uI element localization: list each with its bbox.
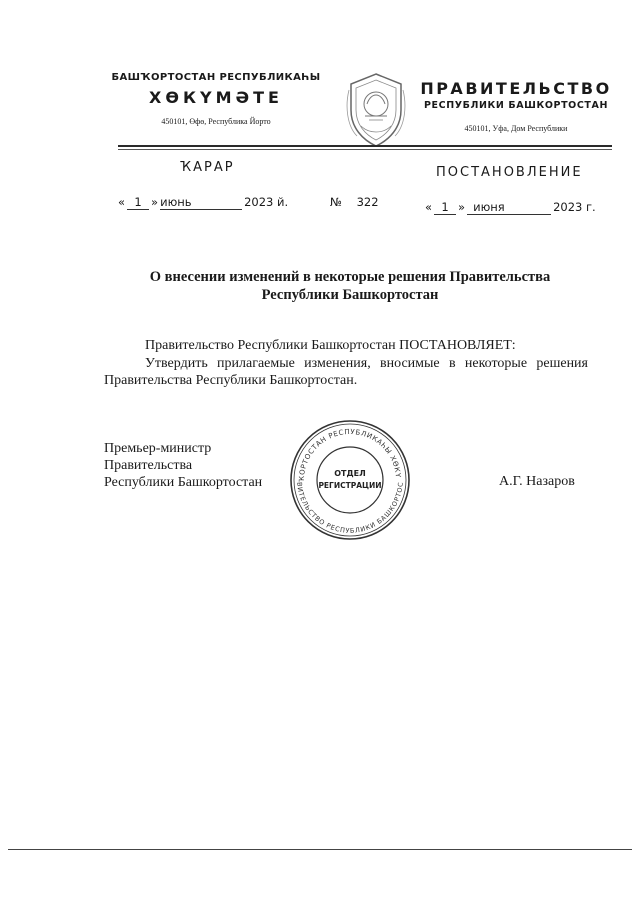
- date-left-close-quote: »: [151, 195, 159, 209]
- header-left-title-line1: БАШҠОРТОСТАН РЕСПУБЛИКАҺЫ: [111, 72, 321, 83]
- signature-position-line1: Премьер-министр: [104, 441, 212, 456]
- signature-position-line3: Республики Башкортостан: [104, 475, 263, 490]
- stamp-inner-line2: РЕГИСТРАЦИИ: [318, 481, 382, 490]
- registration-stamp: [288, 418, 412, 542]
- document-title-line2: Республики Башкортостан: [261, 287, 439, 303]
- signature-position: [104, 440, 262, 491]
- header-left-address: 450101, Өфө, Республика Йорто: [161, 117, 271, 126]
- page-bottom-rule: [8, 849, 632, 850]
- header-right-title-line2: РЕСПУБЛИКИ БАШКОРТОСТАН: [423, 100, 609, 111]
- header-right-address: 450101, Уфа, Дом Республики: [464, 124, 568, 133]
- header-left-title-line2: ХӨКҮМӘТЕ: [149, 88, 283, 107]
- date-left-open-quote: «: [118, 195, 126, 209]
- date-right-day: 1: [434, 201, 456, 215]
- date-right-close-quote: »: [458, 200, 466, 214]
- body-paragraph: Утвердить прилагаемые изменения, вносимые в некоторые решения Правительства Республики Башкортостан.: [104, 356, 588, 388]
- stamp-inner-line1: ОТДЕЛ: [334, 469, 366, 478]
- header-divider: [118, 145, 612, 147]
- header-divider-thin: [118, 149, 612, 150]
- document-title: [100, 268, 600, 304]
- signature-position-line2: Правительства: [104, 458, 193, 473]
- document-number: [330, 195, 379, 209]
- date-right-month: июня: [467, 201, 551, 215]
- date-right: [425, 200, 596, 215]
- date-left-year: 2023 й.: [244, 195, 289, 209]
- doc-type-russian: ПОСТАНОВЛЕНИЕ: [436, 165, 583, 180]
- date-right-year: 2023 г.: [553, 200, 596, 214]
- stamp-outer-text-bottom: ВИТЕЛЬСТВО РЕСПУБЛИКИ БАШКОРТОС: [295, 481, 405, 535]
- date-left-month: июнь: [160, 196, 242, 210]
- document-number-prefix: №: [330, 195, 342, 209]
- header-right-title-line1: ПРАВИТЕЛЬСТВО: [420, 79, 612, 98]
- stamp-outer-text-top: ҠОРТОСТАН РЕСПУБЛИКАҺЫ ХӨКҮ: [297, 427, 403, 482]
- date-left-day: 1: [127, 196, 149, 210]
- document-number-value: 322: [356, 195, 379, 209]
- signatory-name: А.Г. Назаров: [499, 474, 575, 489]
- date-left: [118, 195, 288, 210]
- coat-of-arms-icon: [343, 70, 409, 148]
- document-title-line1: О внесении изменений в некоторые решения Правительства: [149, 269, 551, 285]
- date-right-open-quote: «: [425, 200, 433, 214]
- doc-type-bashkir: ҠАРАР: [180, 160, 235, 175]
- body-resolution-line: Правительство Республики Башкортостан ПОСТАНОВЛЯЕТ:: [145, 338, 516, 353]
